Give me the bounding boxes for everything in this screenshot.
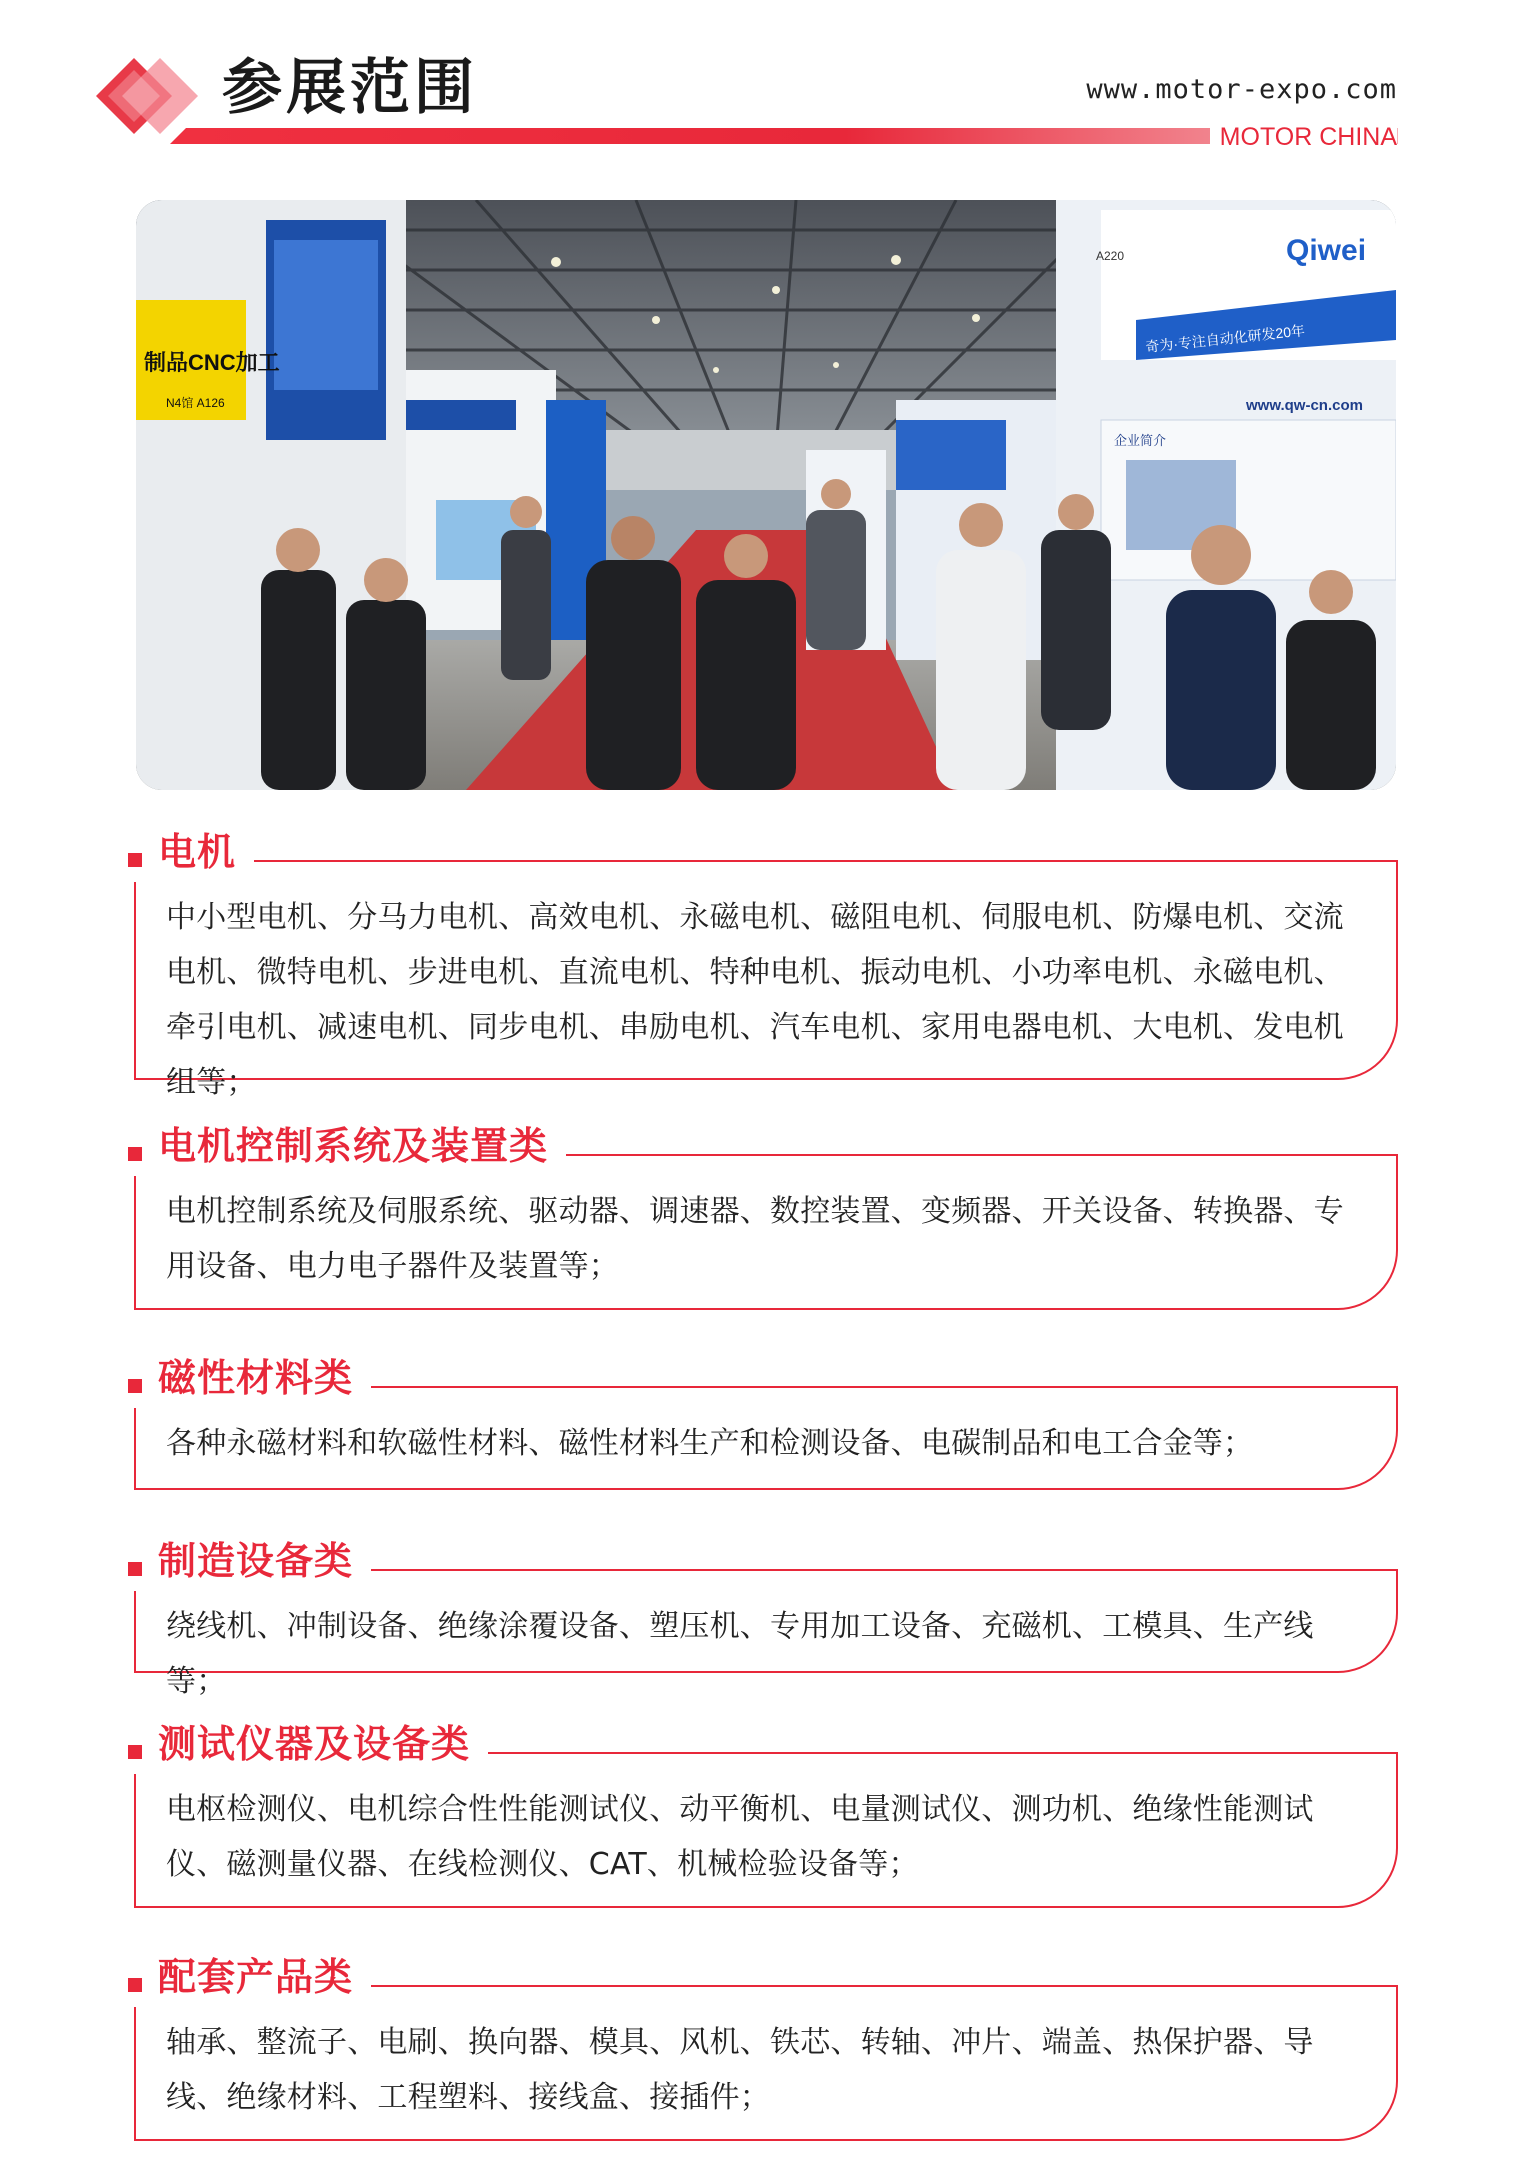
- section-title: 磁性材料类: [158, 1356, 354, 1400]
- section-body: 绕线机、冲制设备、绝缘涂覆设备、塑压机、专用加工设备、充磁机、工模具、生产线等；: [166, 1609, 1314, 1699]
- expo-hall-photo: [136, 200, 1396, 790]
- section-body: 中小型电机、分马力电机、高效电机、永磁电机、磁阻电机、伺服电机、防爆电机、交流电机、微特电机、步进电机、直流电机、特种电机、振动电机、小功率电机、永磁电机、牵引电机、减速电机、同步电机、串励电机、汽车电机、家用电器电机、大电机、发电机组等；: [166, 900, 1344, 1100]
- category-test-instruments: [134, 1722, 1398, 1908]
- section-header: [128, 1531, 371, 1591]
- section-body: 电枢检测仪、电机综合性性能测试仪、动平衡机、电量测试仪、测功机、绝缘性能测试仪、磁测量仪器、在线检测仪、CAT、机械检验设备等；: [166, 1792, 1314, 1882]
- photo-sign-booth-right: A220: [1096, 249, 1125, 263]
- category-control-systems: [134, 1124, 1398, 1310]
- bullet-square-icon: [128, 853, 142, 867]
- section-title: 电机控制系统及装置类: [158, 1124, 549, 1168]
- section-header: [128, 1714, 488, 1774]
- section-header: [128, 1348, 371, 1408]
- photo-sign-company: Qiwei: [1286, 234, 1367, 267]
- bullet-square-icon: [128, 1147, 142, 1161]
- section-title: 配套产品类: [158, 1955, 354, 1999]
- website-url[interactable]: www.motor-expo.com: [1086, 74, 1397, 105]
- photo-sign-website: www.qw-cn.com: [1246, 397, 1363, 414]
- bullet-square-icon: [128, 1745, 142, 1759]
- page-title: 参展范围: [222, 53, 478, 123]
- brand-diamond-icon: [94, 50, 204, 140]
- category-supporting-products: [134, 1955, 1398, 2141]
- category-magnetic-materials: [134, 1356, 1398, 1490]
- category-motors: [134, 830, 1398, 1100]
- photo-sign-booth-left: N4馆 A126: [166, 396, 225, 410]
- section-header: [128, 1947, 371, 2007]
- section-title: 测试仪器及设备类: [158, 1722, 471, 1766]
- photo-sign-slogan: 奇为·专注自动化研发20年: [1144, 322, 1306, 355]
- category-manufacturing-equipment: [134, 1539, 1398, 1699]
- photo-sign-intro: 企业简介: [1114, 433, 1167, 448]
- bullet-square-icon: [128, 1562, 142, 1576]
- bullet-square-icon: [128, 1978, 142, 1992]
- section-body: 电机控制系统及伺服系统、驱动器、调速器、数控装置、变频器、开关设备、转换器、专用设备、电力电子器件及装置等；: [166, 1194, 1344, 1284]
- bullet-square-icon: [128, 1379, 142, 1393]
- brand-name: MOTOR CHINA: [1210, 123, 1397, 151]
- section-body: 各种永磁材料和软磁性材料、磁性材料生产和检测设备、电碳制品和电工合金等；: [166, 1426, 1254, 1461]
- section-body: 轴承、整流子、电刷、换向器、模具、风机、铁芯、转轴、冲片、端盖、热保护器、导线、绝缘材料、工程塑料、接线盒、接插件；: [166, 2025, 1314, 2115]
- photo-sign-cnc: 制品CNC加工: [144, 350, 280, 375]
- section-title: 电机: [158, 830, 237, 874]
- section-header: [128, 1116, 566, 1176]
- section-title: 制造设备类: [158, 1539, 354, 1583]
- section-header: [128, 822, 254, 882]
